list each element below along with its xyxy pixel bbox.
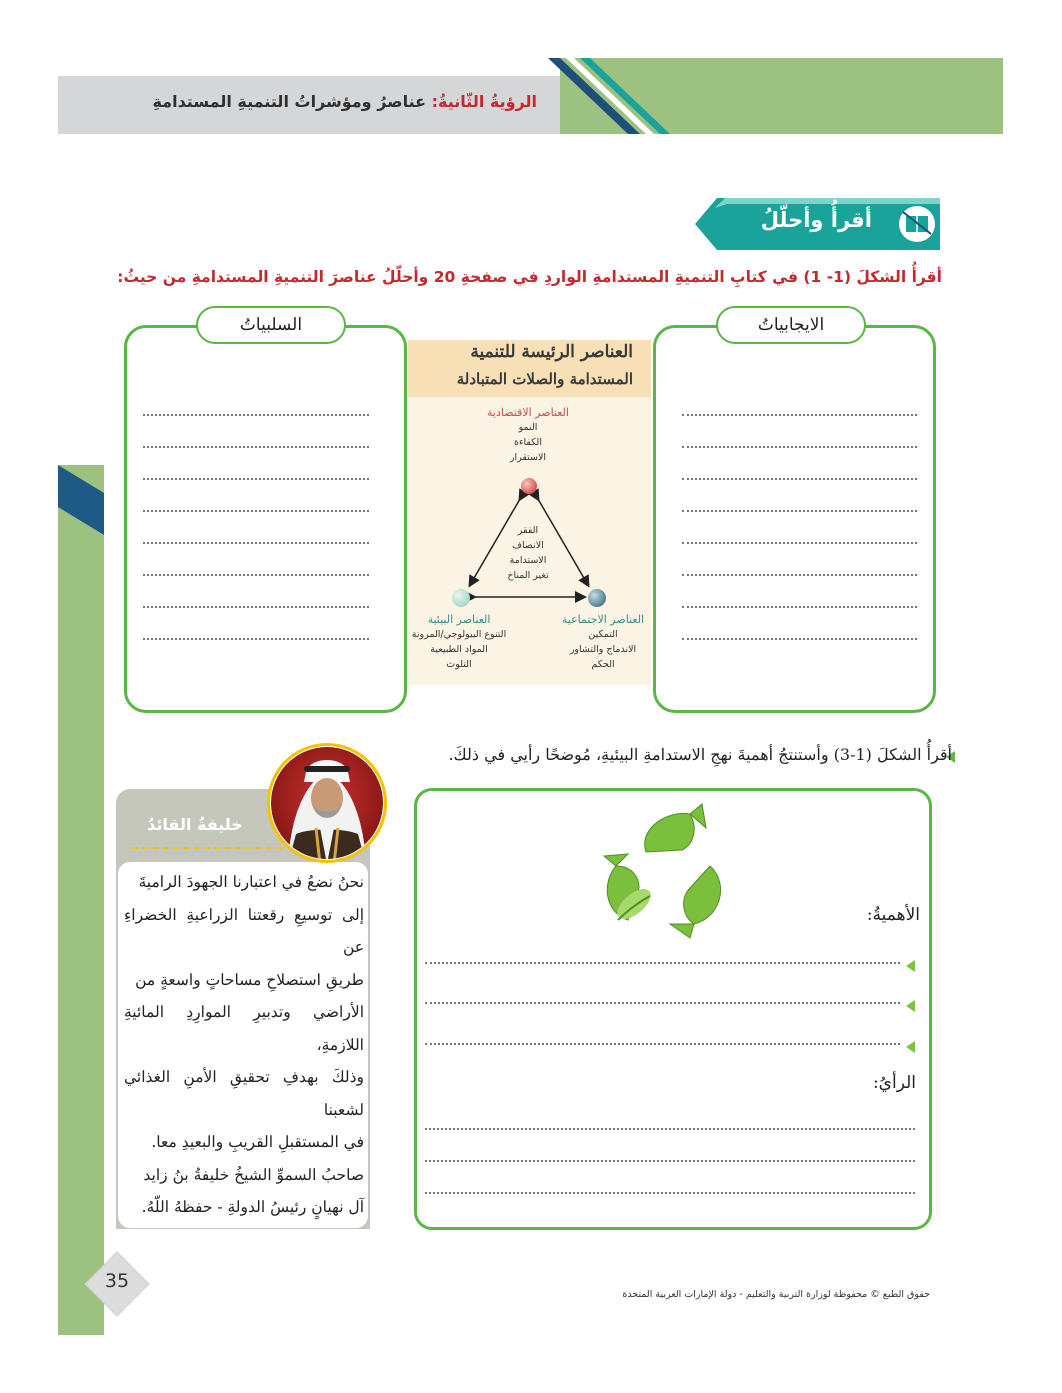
figure-title-line-1: العناصر الرئيسة للتنمية — [470, 342, 633, 362]
quote-line: وذلكَ بهدفِ تحقيقِ الأمنِ الغذائي لشعبنا — [124, 1068, 364, 1119]
social-title: العناصر الاجتماعية — [561, 613, 645, 626]
figure-title-line-2: المستدامة والصلات المتبادلة — [456, 370, 633, 388]
economic-title: العناصر الاقتصادية — [487, 406, 569, 419]
economic-elements — [468, 405, 588, 465]
leader-card-title: خليفةُ القائدُ — [147, 815, 243, 834]
left-green-strip — [58, 465, 104, 1335]
answer-line[interactable] — [143, 510, 369, 512]
answer-line[interactable] — [143, 414, 369, 416]
importance-answer-line[interactable] — [425, 1002, 900, 1004]
center-item: تغير المناخ — [507, 570, 549, 581]
opinion-answer-line[interactable] — [425, 1160, 915, 1162]
economic-item: النمو — [518, 422, 538, 433]
opinion-label: الرأيُ: — [872, 1073, 916, 1093]
page-number: 35 — [104, 1270, 130, 1292]
quote-line: نحنُ نضعُ في اعتبارنا الجهودَ الراميةَ — [138, 873, 364, 891]
opinion-answer-line[interactable] — [425, 1192, 915, 1194]
answer-line[interactable] — [143, 574, 369, 576]
answer-line[interactable] — [682, 542, 917, 544]
importance-answer-line[interactable] — [425, 1043, 900, 1045]
answer-line[interactable] — [682, 414, 917, 416]
copyright-notice: حقوق الطبع © محفوظة لوزارة التربية والتعليم - دولة الإمارات العربية المتحدة — [622, 1289, 930, 1300]
social-item: الاندماج والتشاور — [569, 644, 637, 655]
answer-line[interactable] — [682, 638, 917, 640]
positives-tab: الايجابياتُ — [716, 306, 866, 344]
question-1-text: أقرأُ الشكلَ (1- 1) في كتابِ التنميةِ المستدامةِ الواردِ في صفحةِ 20 وأحلّلُ عناصرَ التنميةِ المستدامةِ من حيثُ: — [117, 268, 942, 286]
quote-line: طريقِ استصلاحِ مساحاتٍ واسعةٍ من — [135, 970, 364, 989]
importance-bullet-icon — [906, 1041, 915, 1053]
economic-item: الكفاءة — [514, 437, 542, 448]
negatives-tab: السلبياتُ — [196, 306, 346, 344]
positives-panel — [653, 325, 936, 713]
answer-line[interactable] — [682, 510, 917, 512]
answer-line[interactable] — [143, 606, 369, 608]
social-node — [588, 589, 606, 607]
answer-line[interactable] — [143, 478, 369, 480]
opinion-answer-line[interactable] — [425, 1128, 915, 1130]
answer-line[interactable] — [682, 446, 917, 448]
center-item: الاستدامة — [509, 555, 547, 566]
environmental-node — [452, 589, 470, 607]
center-elements — [488, 523, 568, 583]
answer-line[interactable] — [143, 638, 369, 640]
economic-node — [521, 478, 537, 494]
leader-portrait — [266, 742, 388, 864]
leader-card-divider — [132, 847, 282, 849]
economic-item: الاستقرار — [509, 452, 547, 463]
answer-line[interactable] — [682, 606, 917, 608]
social-item: التمكين — [588, 629, 618, 640]
quote-line: إلى توسيعِ رقعتنا الزراعيةِ الخضراءِ عن — [124, 905, 364, 956]
importance-label: الأهميةُ: — [866, 905, 920, 925]
leader-quote — [124, 866, 364, 1224]
environmental-title: العناصر البيئية — [427, 613, 491, 626]
answer-line[interactable] — [682, 478, 917, 480]
quote-line: في المستقبلِ القريبِ والبعيدِ معا. — [151, 1133, 364, 1151]
answer-line[interactable] — [682, 574, 917, 576]
environmental-item: المواد الطبيعية — [430, 644, 488, 655]
section-title-text: عناصرُ ومؤشراتُ التنميةِ المستدامةِ — [152, 92, 427, 111]
header-green-band — [560, 58, 1003, 134]
attribution-line: آل نهيانٍ رئيسُ الدولةِ - حفظهُ اللّهُ. — [141, 1198, 364, 1216]
social-elements — [553, 612, 653, 672]
quote-line: الأراضي وتدبيرِ الموارِدِ المائيةِ اللازمةِ، — [124, 1003, 364, 1054]
center-item: الانصاف — [512, 540, 544, 551]
environmental-elements — [404, 612, 514, 672]
activity-badge-label: أقرأُ وأحلّلُ — [760, 208, 872, 232]
importance-bullet-icon — [906, 1000, 915, 1012]
answer-line[interactable] — [143, 542, 369, 544]
section-title — [152, 92, 537, 111]
environmental-item: التنوع البيولوجي/المرونة — [411, 629, 507, 640]
attribution-line: صاحبُ السموِّ الشيخُ خليفةُ بنُ زايد — [143, 1165, 364, 1184]
center-item: الفقر — [517, 525, 539, 536]
importance-bullet-icon — [906, 960, 915, 972]
environmental-item: التلوث — [446, 659, 472, 670]
importance-answer-line[interactable] — [425, 962, 900, 964]
question-2-text: أقرأُ الشكلَ (1-3) وأستنتجُ أهميةَ نهجِ الاستدامةِ البيئيةِ، مُوضحًا رأيي في ذلكَ. — [448, 745, 952, 764]
section-prefix: الرؤيةُ الثّانيةُ: — [431, 92, 537, 111]
social-item: الحكم — [591, 659, 615, 670]
answer-line[interactable] — [143, 446, 369, 448]
negatives-panel — [124, 325, 407, 713]
left-strip-navy-accent — [58, 465, 104, 535]
recycle-leaf-icon — [598, 800, 738, 940]
